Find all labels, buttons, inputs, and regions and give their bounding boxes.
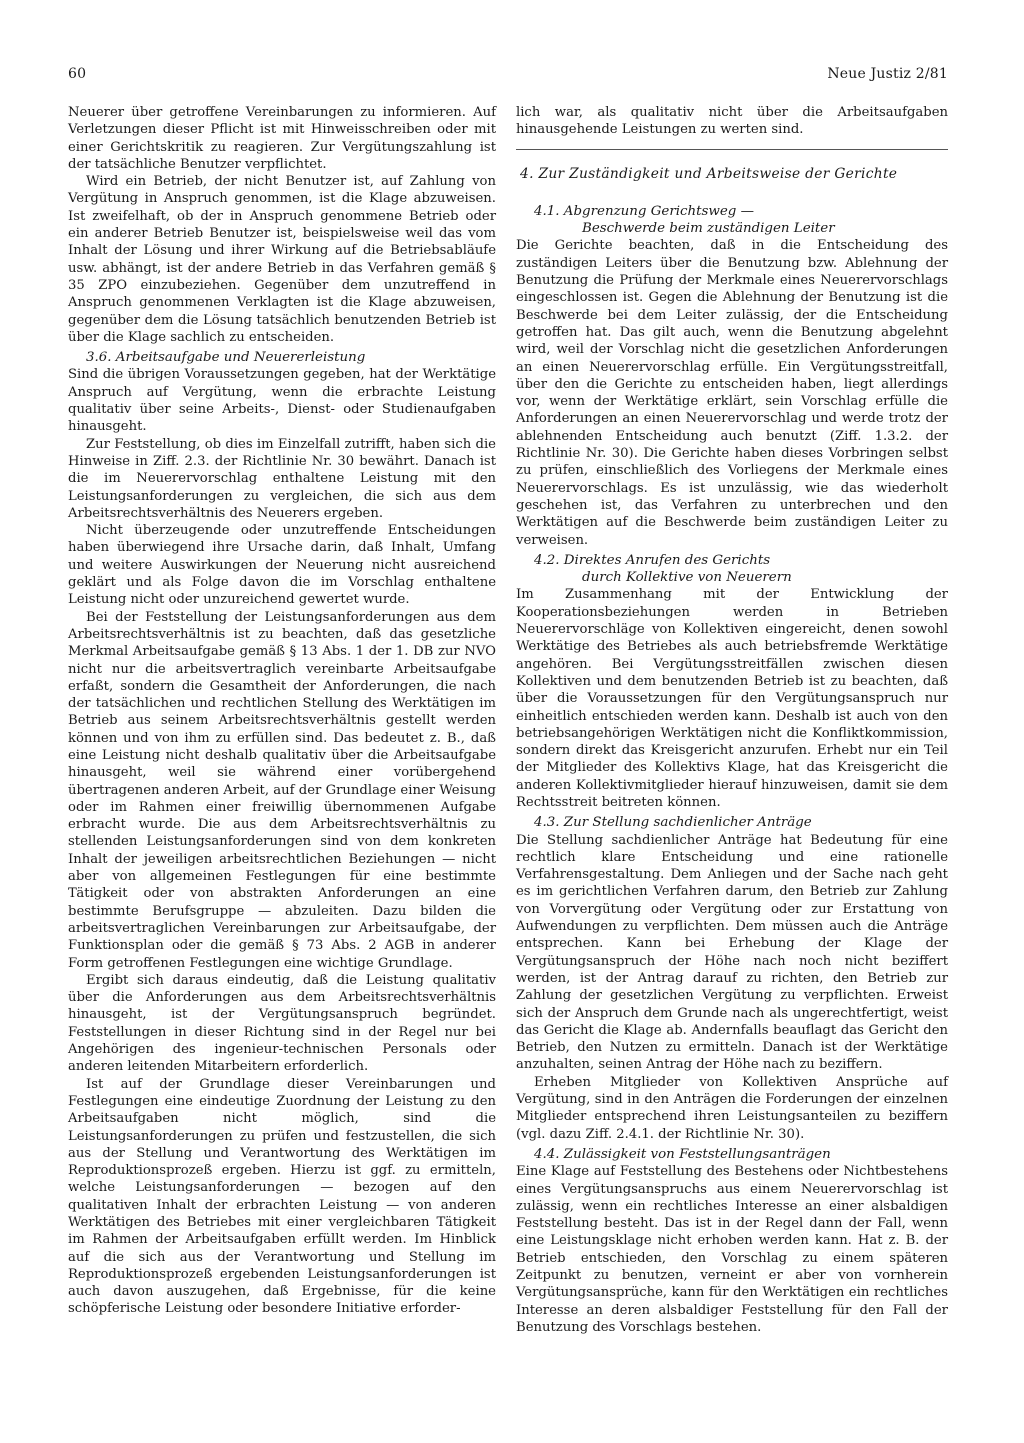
- subsection-heading-4-3: 4.3. Zur Stellung sachdienlicher Anträge: [534, 815, 812, 831]
- left-column: [68, 104, 496, 1318]
- paragraph: Neuerer über getroffene Vereinbarungen zu informieren. Auf Verletzungen dieser Pflicht ist mit Hinweisschreiben oder mit einer Gerichtskritik zu reagieren. Zur Vergütungszahlung ist der tatsächliche Benutzer verpflichtet.: [68, 105, 496, 172]
- journal-issue: Neue Justiz 2/81: [827, 66, 948, 82]
- right-column: [516, 104, 948, 1336]
- paragraph: Ergibt sich daraus eindeutig, daß die Leistung qualitativ über die Anforderungen aus dem Arbeitsrechtsverhältnis hinausgeht, ist der Vergütungsanspruch begründet. Feststellungen in dieser Richtung sind in der Regel nur bei Angehörigen des ingenieur-technischen Personals oder anderen leitenden Mitarbeitern erforderlich.: [68, 972, 496, 1075]
- subsection-heading-4-4: 4.4. Zulässigkeit von Feststellungsanträgen: [534, 1146, 831, 1162]
- subsection-heading-4-1: [534, 203, 948, 238]
- subsection-heading-line: 4.1. Abgrenzung Gerichtsweg —: [534, 203, 754, 219]
- paragraph: Wird ein Betrieb, der nicht Benutzer ist, auf Zahlung von Vergütung in Anspruch genommen, ist die Klage abzuweisen. Ist zweifelhaft, ob der in Anspruch genommene Betrieb oder ein anderer Betrieb Benutzer ist, beispielsweise weil das vom Inhalt der Lösung und ihrer Wirkung auf die Betriebsabläufe usw. abhängt, ist der andere Betrieb in das Verfahren gemäß § 35 ZPO einzubeziehen. Gegenüber dem unzutreffend in Anspruch genommenen Verklagten ist die Klage abzuweisen, gegenüber dem die Lösung tatsächlich benutzenden Betrieb ist über die Klage sachlich zu entscheiden.: [68, 174, 496, 345]
- paragraph: Eine Klage auf Feststellung des Bestehens oder Nichtbestehens eines Vergütungsanspruchs aus einem Neuerervorschlag ist zulässig, wenn ein rechtliches Interesse an einer alsbaldigen Feststellung besteht. Das ist in der Regel dann der Fall, wenn eine Leistungsklage nicht erhoben werden kann. Hat z. B. der Betrieb entschieden, den Vorschlag zu einem späteren Zeitpunkt zu benutzen, verneint er aber von vornherein Vergütungsansprüche, kann für den Werktätigen ein rechtliches Interesse an deren alsbaldiger Feststellung für den Fall der Benutzung des Vorschlags bestehen.: [516, 1164, 948, 1335]
- page-header: [68, 66, 948, 88]
- paragraph: Sind die übrigen Voraussetzungen gegeben, hat der Werktätige Anspruch auf Vergütung, wenn die erbrachte Leistung qualitativ über seine Arbeits-, Dienst- oder Studienaufgaben hinausgeht.: [68, 367, 496, 435]
- subsection-heading-line: durch Kollektive von Neuerern: [582, 570, 792, 586]
- subsection-heading-line: Beschwerde beim zuständigen Leiter: [582, 221, 835, 237]
- paragraph: Im Zusammenhang mit der Entwicklung der Kooperationsbeziehungen werden in Betrieben Neuerervorschläge von Kollektiven eingereicht, denen sowohl Werktätige des Betriebes als auch betriebsfremde Werktätige angehören. Bei Vergütungsstreitfällen zwischen diesen Kollektiven und dem benutzenden Betrieb ist zu beachten, daß über die Voraussetzungen für den Vergütungsanspruch nur einheitlich entschieden werden kann. Deshalb ist auch von den betriebsangehörigen Werktätigen nicht die Konfliktkommission, sondern direkt das Kreisgericht anzurufen. Erhebt nur ein Teil der Mitglieder des Kollektivs Klage, hat das Kreisgericht die anderen Kollektivmitglieder hierauf hinzuweisen, damit sie dem Rechtsstreit beitreten können.: [516, 587, 948, 810]
- paragraph: lich war, als qualitativ nicht über die Arbeitsaufgaben hinausgehende Leistungen zu werten sind.: [516, 105, 948, 138]
- paragraph: Nicht überzeugende oder unzutreffende Entscheidungen haben überwiegend ihre Ursache darin, daß Inhalt, Umfang und weitere Auswirkungen der Neuerung nicht ausreichend geklärt und als Folge davon die im Vorschlag enthaltene Leistung nicht oder unzureichend gewertet wurde.: [68, 523, 496, 608]
- paragraph: Die Gerichte beachten, daß in die Entscheidung des zuständigen Leiters über die Benutzung bzw. Ablehnung der Benutzung die Prüfung der Merkmale eines Neuerervorschlags eingeschlossen ist. Gegen die Ablehnung der Benutzung ist die Beschwerde bei dem Leiter zulässig, der die Entscheidung getroffen hat. Das gilt auch, wenn die Benutzung abgelehnt wird, weil der Vorschlag nicht die gesetzlichen Anforderungen an einen Neuerervorschlag erfülle. Ein Vergütungsstreitfall, über den die Gerichte zu entscheiden haben, liegt allerdings vor, wenn der Werktätige erklärt, sein Vorschlag erfülle die Anforderungen an einen Neuerervorschlag und werde trotz der ablehnenden Entscheidung auch benutzt (Ziff. 1.3.2. der Richtlinie Nr. 30). Die Gerichte haben dieses Vorbringen selbst zu prüfen, einschließlich des Vorliegens der Merkmale eines Neuerervorschlags. Es ist unzulässig, wie das wiederholt geschehen ist, das Verfahren zu unterbrechen und den Werktätigen auf die Beschwerde beim zuständigen Leiter zu verweisen.: [516, 238, 948, 548]
- page-number: 60: [68, 66, 87, 82]
- paragraph: Bei der Feststellung der Leistungsanforderungen aus dem Arbeitsrechtsverhältnis ist zu beachten, daß das gesetzliche Merkmal Arbeitsaufgabe gemäß § 13 Abs. 1 der 1. DB zur NVO nicht nur die arbeitsvertraglich vereinbarte Arbeitsaufgabe erfaßt, sondern die Gesamtheit der Anforderungen, die nach der tatsächlichen und rechtlichen Stellung des Werktätigen im Betrieb aus seinem Arbeitsrechtsverhältnis gestellt werden können und von ihm zu erfüllen sind. Das bedeutet z. B., daß eine Leistung nicht deshalb qualitativ über die Arbeitsaufgabe hinausgeht, weil sie während einer vorübergehend übertragenen anderen Arbeit, auf der Grundlage einer Weisung oder im Rahmen einer freiwillig übernommenen Aufgabe erbracht wurde. Die aus dem Arbeitsrechtsverhältnis zu stellenden Leistungsanforderungen sind von dem konkreten Inhalt der jeweiligen arbeitsrechtlichen Beziehungen — nicht aber von allgemeinen Festlegungen für eine bestimmte Tätigkeit oder von abstrakten Anforderungen an eine bestimmte Berufsgruppe — abzuleiten. Dazu bilden die arbeitsvertraglichen Vereinbarungen zur Arbeitsaufgabe, der Funktionsplan oder die gemäß § 73 Abs. 2 AGB in anderer Form getroffenen Festlegungen eine wichtige Grundlage.: [68, 609, 496, 971]
- paragraph: Erheben Mitglieder von Kollektiven Ansprüche auf Vergütung, sind in den Anträgen die Forderungen der einzelnen Mitglieder entsprechend ihren Leistungsanteilen zu beziffern (vgl. dazu Ziff. 2.4.1. der Richtlinie Nr. 30).: [516, 1074, 948, 1142]
- paragraph: Die Stellung sachdienlicher Anträge hat Bedeutung für eine rechtlich klare Entscheidung und eine rationelle Verfahrensgestaltung. Dem Anliegen und der Sache nach geht es im gerichtlichen Verfahren darum, den Betrieb zur Zahlung von Vorvergütung oder Vergütung oder zur Erstattung von Aufwendungen zu verpflichten. Dem müssen auch die Anträge entsprechen. Kann bei Erhebung der Klage der Vergütungsanspruch der Höhe nach noch nicht beziffert werden, ist der Antrag darauf zu richten, den Betrieb zur Zahlung der gesetzlichen Vergütung zu verpflichten. Erweist sich der Anspruch dem Grunde nach als ungerechtfertigt, weist das Gericht die Klage ab. Andernfalls beauflagt das Gericht den Betrieb, den Nutzen zu ermitteln. Danach ist der Werktätige anzuhalten, seinen Antrag der Höhe nach zu beziffern.: [516, 832, 948, 1073]
- paragraph: Zur Feststellung, ob dies im Einzelfall zutrifft, haben sich die Hinweise in Ziff. 2.3. der Richtlinie Nr. 30 bewährt. Danach ist die im Neuerervorschlag enthaltene Leistung mit den Leistungsanforderungen zu vergleichen, die sich aus dem Arbeitsrechtsverhältnis des Neuerers ergeben.: [68, 436, 496, 521]
- section-divider: [516, 149, 948, 150]
- section-heading-4: 4. Zur Zuständigkeit und Arbeitsweise der Gerichte: [520, 165, 898, 182]
- subsection-heading-line: 4.2. Direktes Anrufen des Gerichts: [534, 552, 771, 568]
- subsection-heading-4-2: [534, 552, 948, 587]
- paragraph: Ist auf der Grundlage dieser Vereinbarungen und Festlegungen eine eindeutige Zuordnung der Leistung zu den Arbeitsaufgaben nicht möglich, sind die Leistungsanforderungen zu prüfen und festzustellen, die sich aus der Stellung und Verantwortung des Werktätigen im Reproduktionsprozeß ergeben. Hierzu ist ggf. zu ermitteln, welche Leistungsanforderungen — bezogen auf den qualitativen Inhalt der erbrachten Leistung — von anderen Werktätigen des Betriebes mit einer vergleichbaren Tätigkeit im Rahmen der Arbeitsaufgaben erfüllt werden. Im Hinblick auf die sich aus der Verantwortung und Stellung im Reproduktionsprozeß ergebenden Leistungsanforderungen ist auch davon auszugehen, daß Ergebnisse, für die keine schöpferische Leistung oder besondere Initiative erforder-: [68, 1076, 496, 1317]
- subsection-heading-3-6: 3.6. Arbeitsaufgabe und Neuererleistung: [86, 350, 366, 366]
